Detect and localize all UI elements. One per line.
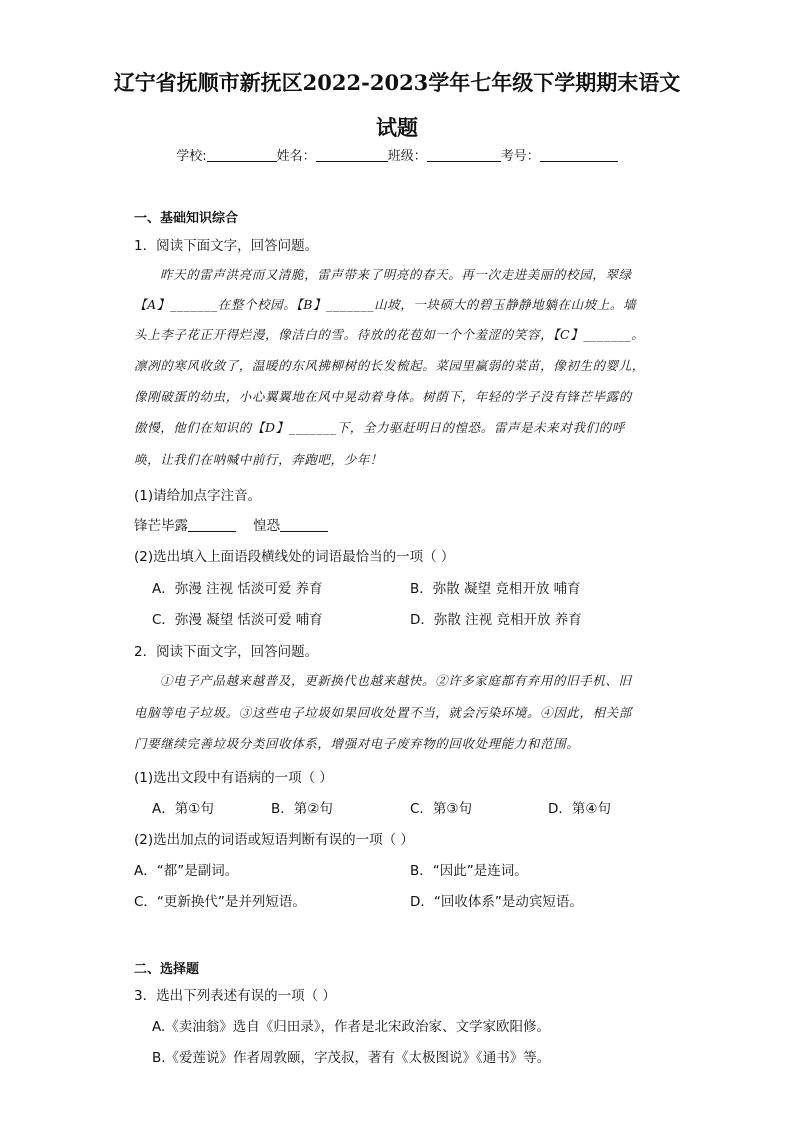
- sub-question: (2)选出填入上面语段横线处的词语最恰当的一项（ ）: [134, 549, 455, 565]
- pinyin-word: 锋芒毕露: [134, 518, 188, 534]
- passage-line: 昨天的雷声洪亮而又清脆，雷声带来了明亮的春天。再一次走进美丽的校园，翠绿: [160, 267, 632, 282]
- class-field[interactable]: [427, 147, 501, 162]
- option-b[interactable]: B．“因此”是连词。: [410, 863, 528, 879]
- option-c[interactable]: C．“更新换代”是并列短语。: [134, 894, 306, 910]
- option-a[interactable]: A.《卖油翁》选自《归田录》，作者是北宋政治家、文学家欧阳修。: [152, 1019, 551, 1035]
- class-label: 班级：: [387, 149, 427, 164]
- section-heading: 二、选择题: [134, 962, 200, 977]
- passage-line: 傲慢，他们在知识的【D】_______下，全力驱赶明日的惶恐。雷声是未来对我们的呼: [134, 420, 625, 435]
- passage-line: 像刚破蛋的幼虫，小心翼翼地在风中晃动着身体。树荫下，年轻的学子没有锋芒毕露的: [134, 389, 632, 404]
- option-d[interactable]: D．第④句: [548, 801, 611, 817]
- id-field[interactable]: [540, 147, 618, 162]
- sub-question: (1)选出文段中有语病的一项（ ）: [134, 770, 333, 786]
- id-label: 考号：: [500, 149, 540, 164]
- option-a[interactable]: A．第①句: [152, 801, 214, 817]
- exam-title-line2: 试题: [376, 115, 418, 140]
- question-stem: 3．选出下列表述有误的一项（ ）: [134, 988, 336, 1004]
- pinyin-blank[interactable]: [188, 518, 236, 532]
- passage-line: 【A】_______在整个校园。【B】_______山坡，一块硕大的碧玉静静地躺在山坡上。墙: [134, 297, 637, 312]
- sub-question: (2)选出加点的词语或短语判断有误的一项（ ）: [134, 832, 414, 848]
- passage-line: 电脑等电子垃圾。③这些电子垃圾如果回收处置不当，就会污染环境。④因此，相关部: [134, 705, 632, 720]
- passage-line: 唤，让我们在呐喊中前行，奔跑吧，少年！: [134, 452, 383, 467]
- pinyin-word: 惶恐: [253, 518, 281, 534]
- option-b[interactable]: B．第②句: [271, 801, 333, 817]
- name-field[interactable]: [316, 147, 388, 162]
- pinyin-row: [134, 514, 328, 534]
- option-a[interactable]: A．弥漫 注视 恬淡可爱 养育: [152, 581, 323, 597]
- option-b[interactable]: B.《爱莲说》作者周敦颐，字茂叔，著有《太极图说》《通书》等。: [152, 1050, 551, 1066]
- section-heading: 一、基础知识综合: [134, 211, 239, 226]
- passage-line: 头上李子花正开得烂漫，像洁白的雪。待放的花苞如一个个羞涩的笑容，【C】_______。: [134, 327, 645, 342]
- pinyin-blank[interactable]: [280, 518, 328, 532]
- option-b[interactable]: B．弥散 凝望 竞相开放 哺育: [410, 581, 581, 597]
- school-field[interactable]: [207, 147, 277, 162]
- option-a[interactable]: A．“都”是副词。: [134, 863, 239, 879]
- student-info-row: [0, 145, 794, 164]
- sub-question: (1)请给加点字注音。: [134, 488, 262, 504]
- passage-line: 门要继续完善垃圾分类回收体系，增强对电子废弃物的回收处理能力和范围。: [134, 736, 580, 751]
- name-label: 姓名：: [276, 149, 316, 164]
- option-c[interactable]: C．弥漫 凝望 恬淡可爱 哺育: [152, 612, 323, 628]
- option-d[interactable]: D．弥散 注视 竞相开放 养育: [410, 612, 582, 628]
- passage-line: ①电子产品越来越普及，更新换代也越来越快。②许多家庭都有弃用的旧手机、旧: [160, 673, 632, 688]
- passage-line: 凛冽的寒风收敛了，温暖的东风拂柳树的长发梳起。菜园里赢弱的菜苗，像初生的婴儿，: [134, 358, 645, 373]
- option-c[interactable]: C．第③句: [410, 801, 473, 817]
- question-stem: 1．阅读下面文字，回答问题。: [134, 238, 319, 254]
- exam-title-line1: 辽宁省抚顺市新抚区2022-2023学年七年级下学期期末语文: [113, 70, 681, 95]
- school-label: 学校:: [176, 149, 207, 164]
- question-stem: 2．阅读下面文字，回答问题。: [134, 644, 319, 660]
- option-d[interactable]: D．“回收体系”是动宾短语。: [410, 894, 583, 910]
